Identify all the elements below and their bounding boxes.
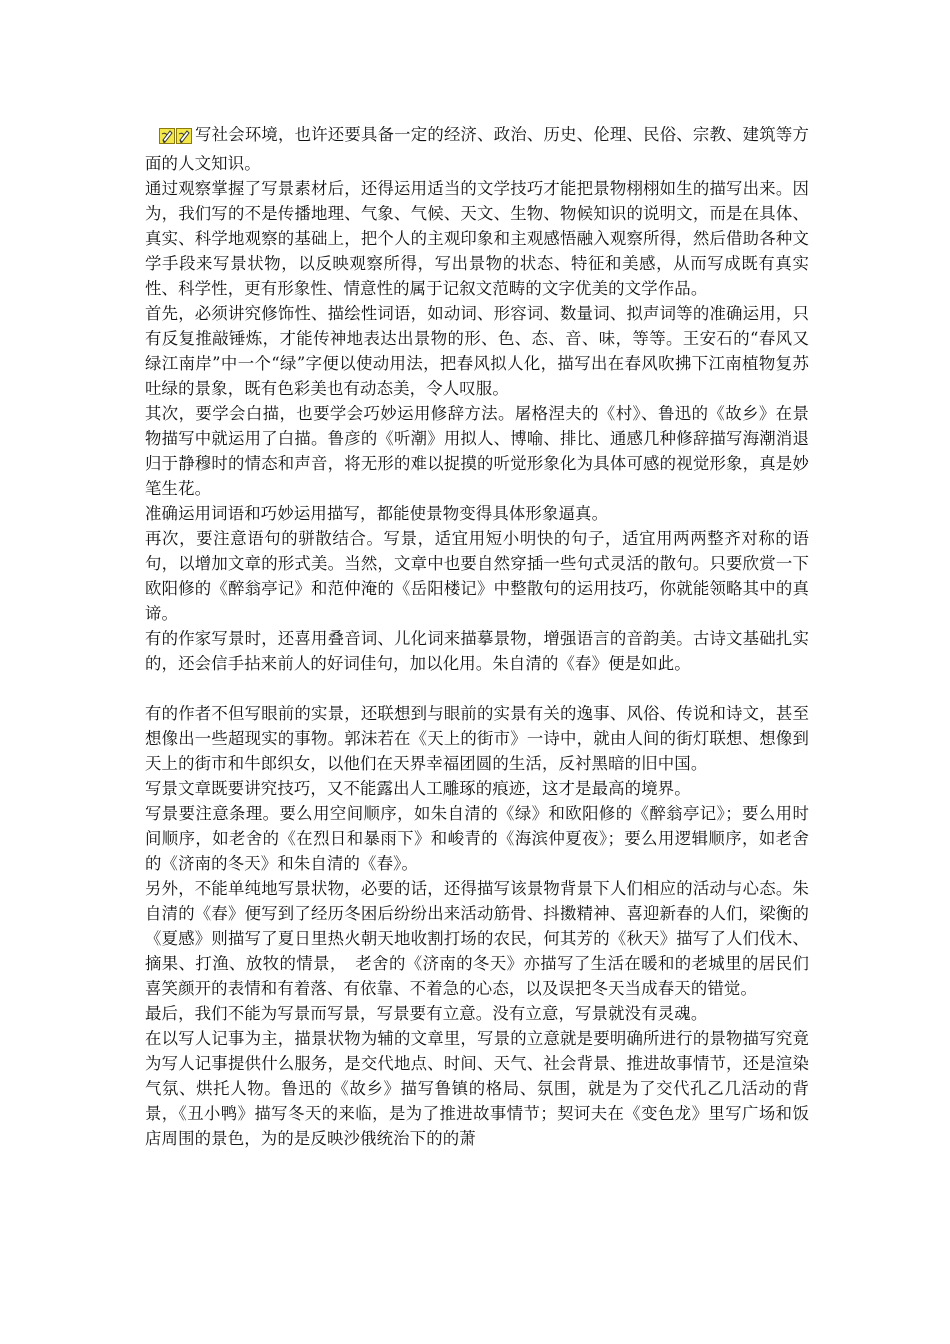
paragraph-13: 在以写人记事为主，描景状物为辅的文章里，写景的立意就是要明确所进行的景物描写究竟为写人记事提供什么服务，是交代地点、时间、天气、社会背景、推进故事情节，还是渲染气氛、烘托人物。鲁迅的《故乡》描写鲁镇的格局、氛围，就是为了交代孔乙几活动的背景，《丑小鸭》描写冬天的来临，是为了推进故事情节；契诃夫在《变色龙》里写广场和饭店周围的景色，为的是反映沙俄统治下的的萧 — [145, 1029, 809, 1148]
paragraph-7: 有的作家写景时，还喜用叠音词、儿化词来描摹景物，增强语言的音韵美。古诗文基础扎实的，还会信手拈来前人的好词佳句，加以化用。朱自清的《春》便是如此。 — [145, 629, 809, 673]
paragraph-5: 准确运用词语和巧妙运用描写，都能使景物变得具体形象逼真。 — [145, 504, 609, 523]
paragraph-9: 写景文章既要讲究技巧，又不能露出人工雕琢的痕迹，这才是最高的境界。 — [145, 779, 691, 798]
paragraph-2: 通过观察掌握了写景素材后，还得运用适当的文学技巧才能把景物栩栩如生的描写出来。因为，我们写的不是传播地理、气象、气候、天文、生物、物候知识的说明文，而是在具体、真实、科学地观察的基础上，把个人的主观印象和主观感悟融入观察所得，然后借助各种文学手段来写景状物，以反映观察所得，写出景物的状态、特征和美感，从而写成既有真实性、科学性，更有形象性、情意性的属于记叙文范畴的文字优美的文学作品。 — [145, 179, 809, 298]
paragraph-1 — [145, 122, 809, 176]
paragraph-11: 另外，不能单纯地写景状物，必要的话，还得描写该景物背景下人们相应的活动与心态。朱自清的《春》便写到了经历冬困后纷纷出来活动筋骨、抖擞精神、喜迎新春的人们，梁衡的 《夏感》则描写了夏日里热火朝天地收割打场的农民，何其芳的《秋天》描写了人们伐木、摘果、打渔、放牧的情景， 老舍的《济南的冬天》亦描写了生活在暖和的老城里的居民们喜笑颜开的表情和有着落、有依靠、不着急的心态，以及误把冬天当成春天的错觉。 — [145, 879, 826, 998]
paragraph-4: 其次，要学会白描，也要学会巧妙运用修辞方法。屠格涅夫的《村》、鲁迅的《故乡》在景物描写中就运用了白描。鲁彦的《听潮》用拟人、博喻、排比、通感几种修辞描写海潮消退归于静穆时的情态和声音，将无形的难以捉摸的听觉形象化为具体可感的视觉形象，真是妙笔生花。 — [145, 404, 809, 498]
pencil-note-icon — [159, 128, 175, 144]
paragraph-10: 写景要注意条理。要么用空间顺序，如朱自清的《绿》和欧阳修的《醉翁亭记》；要么用时间顺序，如老舍的《在烈日和暴雨下》和峻青的《海滨仲夏夜》；要么用逻辑顺序，如老舍的《济南的冬天》和朱自清的《春》。 — [145, 804, 809, 873]
pencil-note-icon — [176, 128, 192, 144]
paragraph-6: 再次，要注意语句的骈散结合。写景，适宜用短小明快的句子，适宜用两两整齐对称的语句，以增加文章的形式美。当然，文章中也要自然穿插一些句式灵活的散句。只要欣赏一下欧阳修的《醉翁亭记》和范仲淹的《岳阳楼记》中整散句的运用技巧，你就能领略其中的真谛。 — [145, 529, 809, 623]
blank-line — [145, 676, 809, 701]
paragraph-1-text: 写社会环境，也许还要具备一定的经济、政治、历史、伦理、民俗、宗教、建筑等方面的人文知识。 — [145, 125, 809, 173]
paragraph-8: 有的作者不但写眼前的实景，还联想到与眼前的实景有关的逸事、风俗、传说和诗文，甚至想像出一些超现实的事物。郭沫若在《天上的街市》一诗中，就由人间的街灯联想、想像到天上的街市和牛郎织女，以他们在天界幸福团圆的生活，反衬黑暗的旧中国。 — [145, 704, 809, 773]
paragraph-3: 首先，必须讲究修饰性、描绘性词语，如动词、形容词、数量词、拟声词等的准确运用，只有反复推敲锤炼，才能传神地表达出景物的形、色、态、音、味，等等。王安石的“春风又绿江南岸”中一个“绿”字便以使动用法，把春风拟人化，描写出在春风吹拂下江南植物复苏吐绿的景象，既有色彩美也有动态美，令人叹服。 — [145, 304, 809, 398]
bullet-icons — [159, 126, 193, 151]
document-body — [145, 122, 826, 1151]
paragraph-12: 最后，我们不能为写景而写景，写景要有立意。没有立意，写景就没有灵魂。 — [145, 1004, 708, 1023]
